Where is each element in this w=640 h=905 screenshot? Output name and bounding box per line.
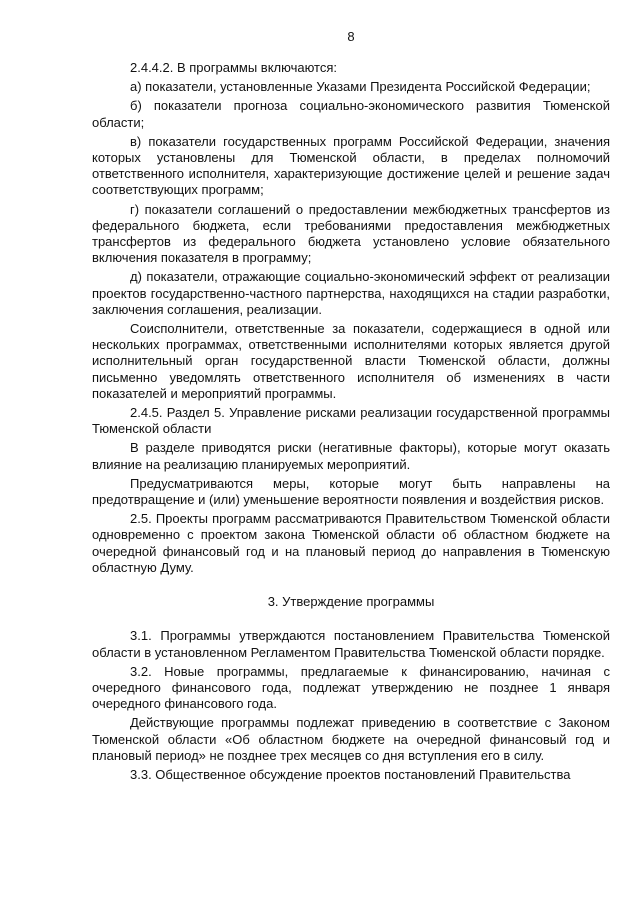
- paragraph-risks: В разделе приводятся риски (негативные факторы), которые могут оказать влияние на реализацию планируемых мероприятий.: [92, 440, 610, 472]
- paragraph-measures: Предусматриваются меры, которые могут быть направлены на предотвращение и (или) уменьшение вероятности появления и воздействия рисков.: [92, 475, 610, 508]
- paragraph-2-4-5: 2.4.5. Раздел 5. Управление рисками реализации государственной программы Тюменской области: [92, 405, 610, 437]
- paragraph-co-executors: Соисполнители, ответственные за показатели, содержащиеся в одной или нескольких программах, ответственными исполнителями которых является другой исполнительный орган государственной власти Тюменской области, должны письменно уведомлять ответственного исполнителя об изменениях в части показателей и мероприятий программы.: [92, 321, 610, 401]
- paragraph-existing-programs: Действующие программы подлежат приведению в соответствие с Законом Тюменской области «Об областном бюджете на очередной финансовый год и плановый период» не позднее трех месяцев со дня вступления его в силу.: [92, 715, 610, 763]
- paragraph-2-5: 2.5. Проекты программ рассматриваются Правительством Тюменской области одновременно с проектом закона Тюменской области об областном бюджете на очередной финансовый год и на плановый период до направления в Тюменскую областную Думу.: [92, 511, 610, 575]
- paragraph-2-4-4-2: 2.4.4.2. В программы включаются:: [130, 60, 338, 75]
- section-heading: 3. Утверждение программы: [267, 594, 435, 610]
- paragraph-3-2: 3.2. Новые программы, предлагаемые к финансированию, начиная с очередного финансового года, подлежат утверждению не позднее 1 января очередного финансового года.: [92, 663, 610, 712]
- page-number: 8: [347, 29, 355, 44]
- list-item-v: в) показатели государственных программ Российской Федерации, значения которых установлены для Тюменской области, в пределах полномочий ответственного исполнителя, характеризующие достижение целей и решение задач соответствующих программ;: [92, 133, 610, 198]
- document-body: [92, 60, 610, 786]
- list-item-d: д) показатели, отражающие социально-экономический эффект от реализации проектов государственно-частного партнерства, находящихся на стадии разработки, заключения соглашения, реализации.: [92, 269, 610, 317]
- list-item-g: г) показатели соглашений о предоставлении межбюджетных трансфертов из федерального бюджета, если требованиями предоставления межбюджетных трансфертов из федерального бюджета установлено условие обязательного включения показателя в программу;: [92, 201, 610, 266]
- list-item-b: б) показатели прогноза социально-экономического развития Тюменской области;: [92, 98, 610, 130]
- paragraph-3-3: 3.3. Общественное обсуждение проектов постановлений Правительства: [130, 766, 571, 782]
- list-item-a: а) показатели, установленные Указами Президента Российской Федерации;: [130, 79, 591, 95]
- paragraph-3-1: 3.1. Программы утверждаются постановлением Правительства Тюменской области в установленном Регламентом Правительства Тюменской области порядке.: [92, 628, 610, 660]
